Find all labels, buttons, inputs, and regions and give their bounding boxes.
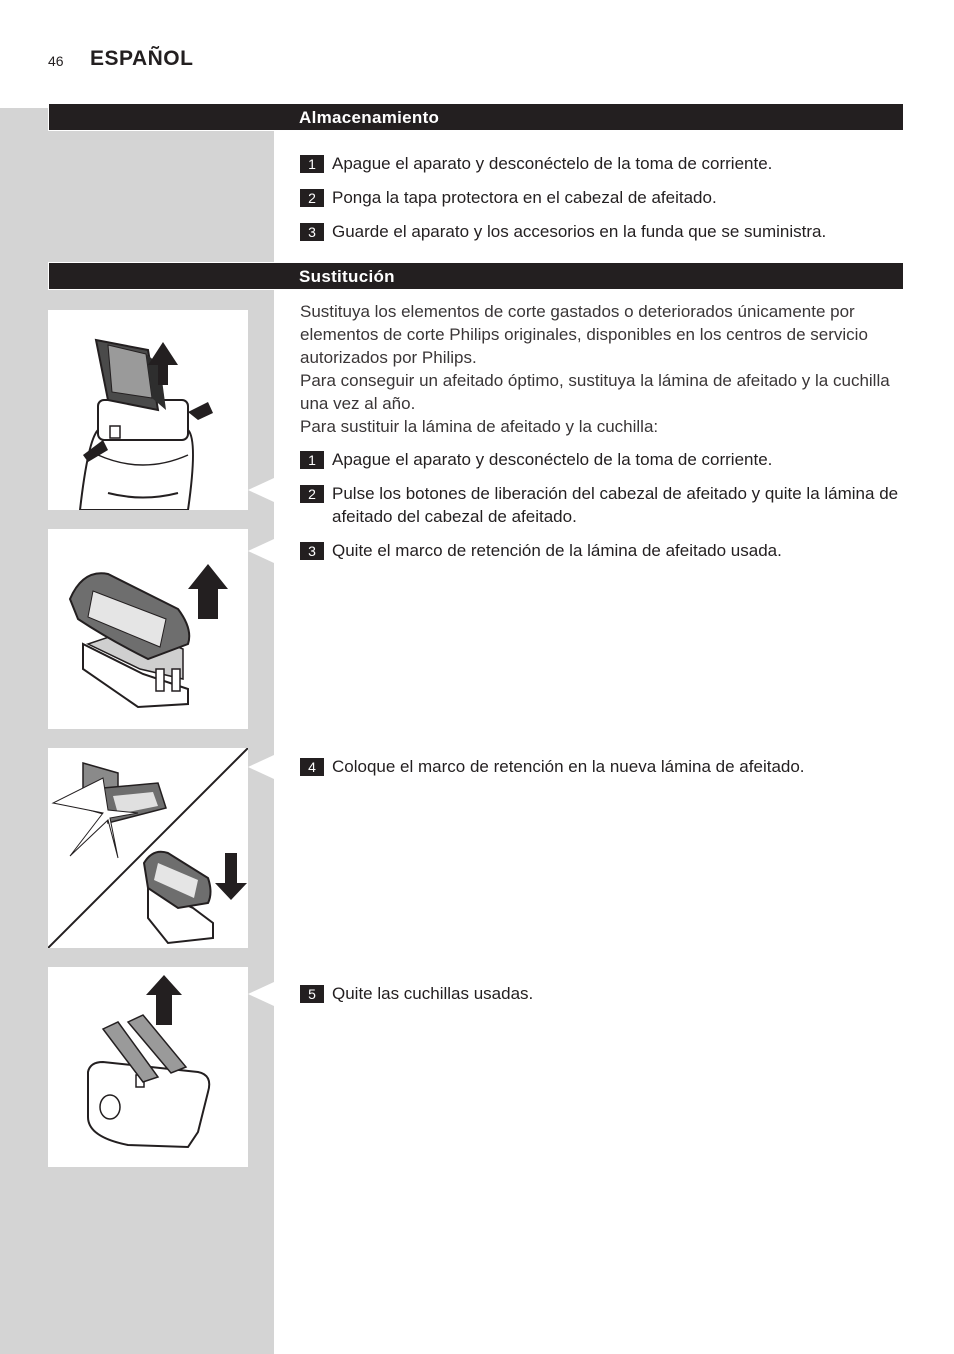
storage-step-1 <box>300 152 904 175</box>
storage-step-3 <box>300 220 904 243</box>
step-text: Quite el marco de retención de la lámina de afeitado usada. <box>332 541 782 560</box>
step-number: 1 <box>300 451 324 469</box>
foil-frame-removal-illustration <box>48 529 248 729</box>
step-text: Guarde el aparato y los accesorios en la funda que se suministra. <box>332 222 827 241</box>
step-text: Apague el aparato y desconéctelo de la toma de corriente. <box>332 450 773 469</box>
replacement-step-4 <box>300 755 904 778</box>
figure-pointer <box>248 478 274 502</box>
step-number: 2 <box>300 189 324 207</box>
replacement-step-5 <box>300 982 904 1005</box>
step-text: Coloque el marco de retención en la nueva lámina de afeitado. <box>332 757 805 776</box>
step-text: Quite las cuchillas usadas. <box>332 984 534 1003</box>
cutter-removal-illustration <box>48 967 248 1167</box>
step-number: 5 <box>300 985 324 1003</box>
shaver-release-buttons-illustration <box>48 310 248 510</box>
replacement-step-1 <box>300 448 904 471</box>
intro-paragraph-3: Para sustituir la lámina de afeitado y la cuchilla: <box>300 417 659 436</box>
intro-paragraph-1: Sustituya los elementos de corte gastados o deteriorados únicamente por elementos de corte Philips originales, disponibles en los centros de servicio autorizados por Philips. <box>300 302 868 367</box>
step-text: Pulse los botones de liberación del cabezal de afeitado y quite la lámina de afeitado del cabezal de afeitado. <box>332 484 899 526</box>
frame-on-new-foil-illustration <box>48 748 248 948</box>
step-text: Ponga la tapa protectora en el cabezal de afeitado. <box>332 188 717 207</box>
step-number: 4 <box>300 758 324 776</box>
step-number: 3 <box>300 542 324 560</box>
section-title-replacement: Sustitución <box>299 267 395 286</box>
section-bar-storage <box>48 103 904 131</box>
figure-pointer <box>248 755 274 779</box>
section-title-storage: Almacenamiento <box>299 108 440 127</box>
storage-step-2 <box>300 186 904 209</box>
sidebar-gray-column <box>0 108 274 1354</box>
section-bar-replacement <box>48 262 904 290</box>
language-heading: ESPAÑOL <box>90 47 194 70</box>
replacement-step-2 <box>300 482 904 528</box>
step-number: 3 <box>300 223 324 241</box>
replacement-step-3 <box>300 539 904 562</box>
intro-paragraph-2: Para conseguir un afeitado óptimo, sustituya la lámina de afeitado y la cuchilla una vez al año. <box>300 371 890 413</box>
step-text: Apague el aparato y desconéctelo de la toma de corriente. <box>332 154 773 173</box>
page-number: 46 <box>48 53 64 69</box>
step-number: 1 <box>300 155 324 173</box>
figure-pointer <box>248 539 274 563</box>
replacement-intro <box>300 300 906 438</box>
step-number: 2 <box>300 485 324 503</box>
figure-pointer <box>248 982 274 1006</box>
